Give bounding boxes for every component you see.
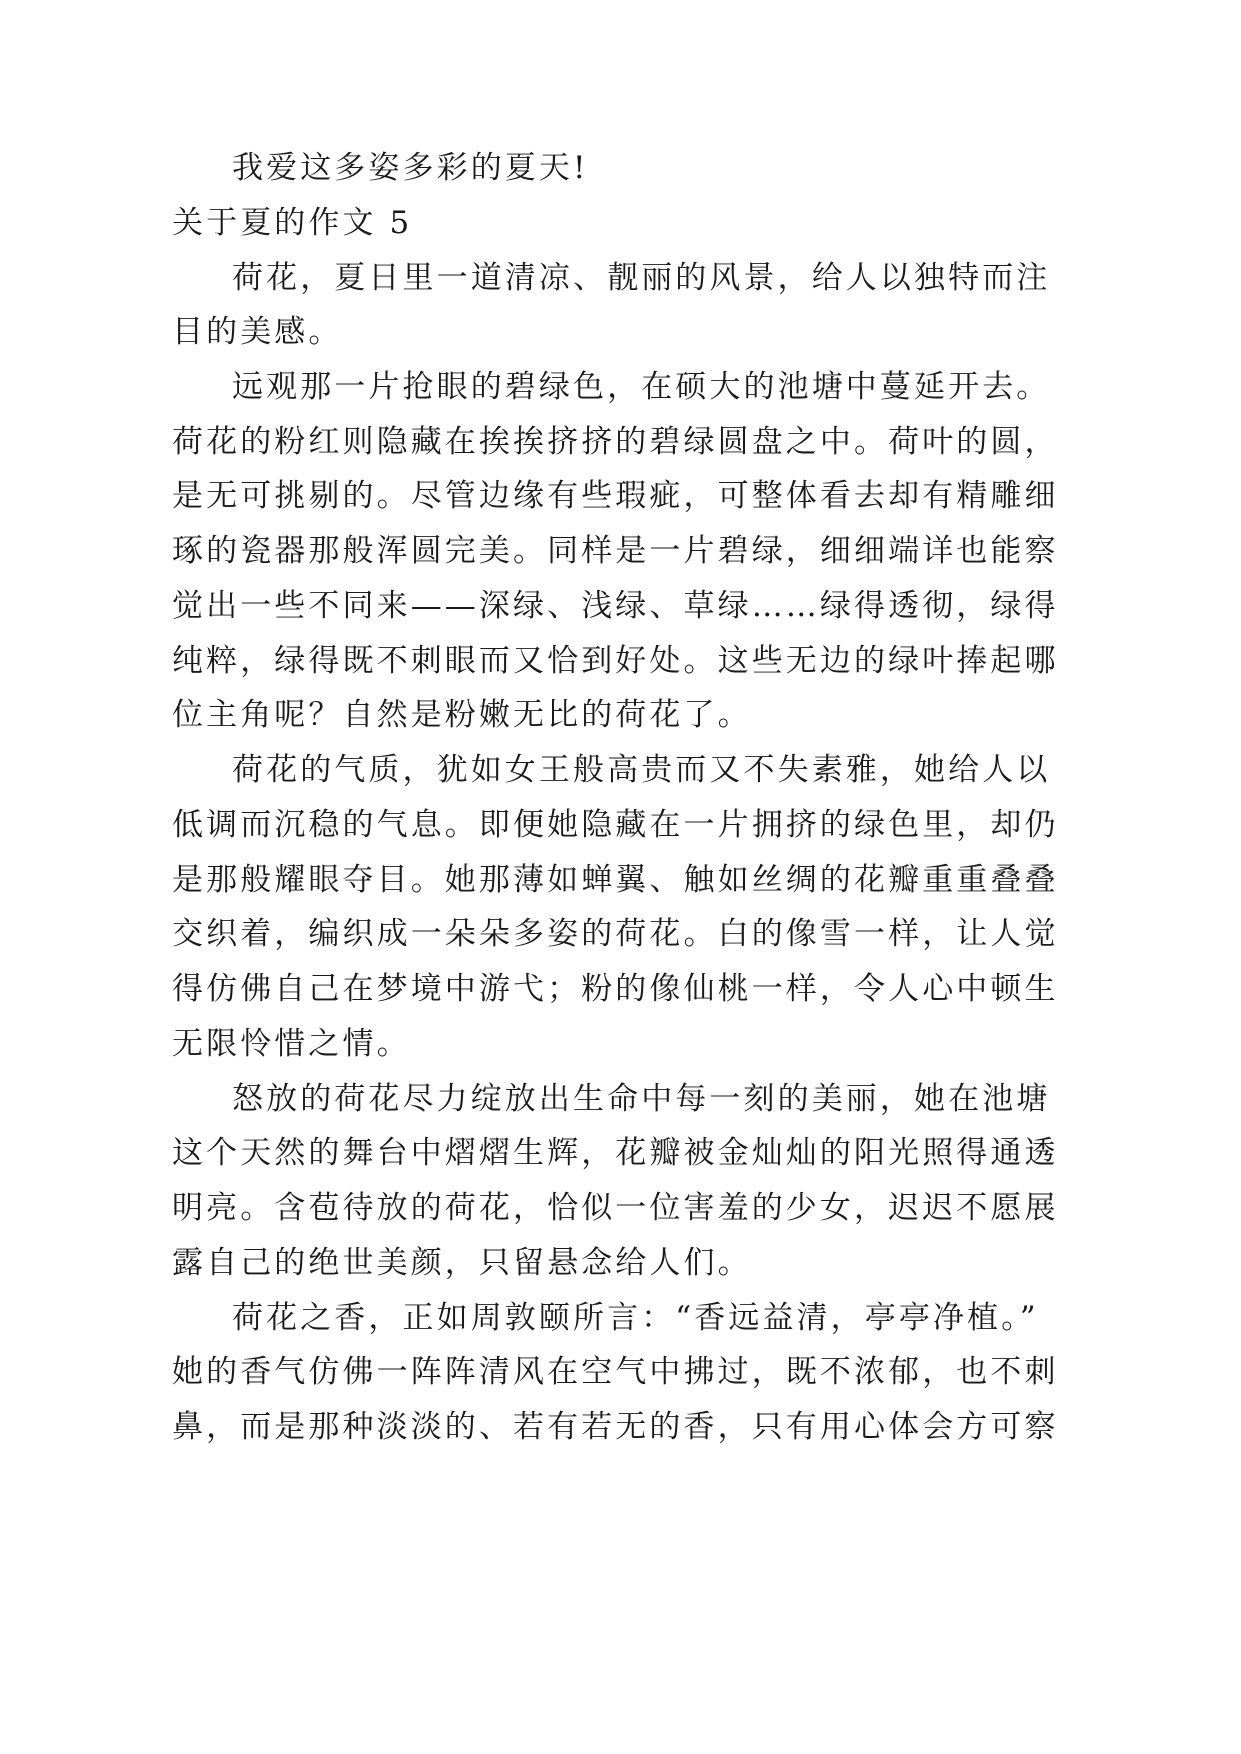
text-line: 她的香气仿佛一阵阵清风在空气中拂过，既不浓郁，也不刺 — [172, 1354, 1059, 1390]
text-line: 荷花的粉红则隐藏在挨挨挤挤的碧绿圆盘之中。荷叶的圆， — [172, 424, 1059, 460]
text-line: 是无可挑剔的。尽管边缘有些瑕疵，可整体看去却有精雕细 — [172, 478, 1059, 514]
text-line: 纯粹，绿得既不刺眼而又恰到好处。这些无边的绿叶捧起哪 — [172, 643, 1059, 679]
text-line: 交织着，编织成一朵朵多姿的荷花。白的像雪一样，让人觉 — [172, 916, 1059, 952]
text-line: 低调而沉稳的气息。即便她隐藏在一片拥挤的绿色里，却仍 — [172, 807, 1059, 843]
text-line: 是那般耀眼夺目。她那薄如蝉翼、触如丝绸的花瓣重重叠叠 — [172, 862, 1059, 898]
closing-line: 我爱这多姿多彩的夏天! — [232, 150, 589, 186]
text-line: 觉出一些不同来——深绿、浅绿、草绿……绿得透彻，绿得 — [172, 588, 1059, 624]
text-line: 这个天然的舞台中熠熠生辉，花瓣被金灿灿的阳光照得通透 — [172, 1135, 1059, 1171]
section-title: 关于夏的作文 5 — [172, 205, 413, 241]
text-line: 荷花的气质，犹如女王般高贵而又不失素雅，她给人以 — [232, 752, 1051, 788]
text-line: 荷花，夏日里一道清凉、靓丽的风景，给人以独特而注 — [232, 260, 1051, 296]
text-line: 目的美感。 — [172, 314, 343, 350]
text-line: 得仿佛自己在梦境中游弋；粉的像仙桃一样，令人心中顿生 — [172, 971, 1059, 1007]
text-line: 位主角呢？自然是粉嫩无比的荷花了。 — [172, 697, 752, 733]
text-line: 明亮。含苞待放的荷花，恰似一位害羞的少女，迟迟不愿展 — [172, 1190, 1059, 1226]
text-line: 荷花之香，正如周敦颐所言：“香远益清，亭亭净植。” — [232, 1300, 1039, 1336]
text-line: 露自己的绝世美颜，只留悬念给人们。 — [172, 1245, 752, 1281]
text-line: 鼻，而是那种淡淡的、若有若无的香，只有用心体会方可察 — [172, 1409, 1059, 1445]
text-line: 怒放的荷花尽力绽放出生命中每一刻的美丽，她在池塘 — [232, 1081, 1051, 1117]
text-line: 无限怜惜之情。 — [172, 1026, 411, 1062]
text-line: 远观那一片抢眼的碧绿色，在硕大的池塘中蔓延开去。 — [232, 369, 1051, 405]
text-line: 琢的瓷器那般浑圆完美。同样是一片碧绿，细细端详也能察 — [172, 533, 1059, 569]
